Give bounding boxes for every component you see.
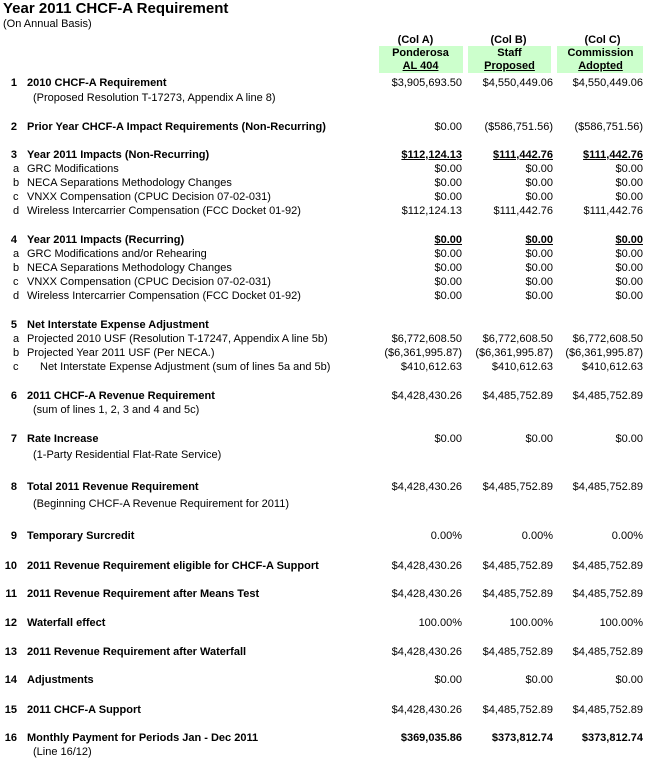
col-b-value: $0.00: [525, 276, 553, 288]
table-row: [0, 448, 651, 462]
line-number: 12: [4, 617, 17, 629]
col-b-tag: (Col B): [490, 34, 527, 46]
table-row: [0, 332, 651, 346]
col-b-value: $0.00: [525, 163, 553, 175]
table-row: [0, 346, 651, 360]
col-a-value: $0.00: [434, 248, 462, 260]
line-label: (Line 16/12): [33, 746, 92, 758]
col-c-value: $373,812.74: [581, 732, 643, 744]
col-b-value: ($6,361,995.87): [475, 347, 553, 359]
table-row: [0, 176, 651, 190]
table-row: [0, 616, 651, 630]
line-letter: b: [13, 177, 20, 189]
col-b-value: $0.00: [525, 191, 553, 203]
line-label: Projected Year 2011 USF (Per NECA.): [27, 347, 215, 359]
line-letter: d: [13, 205, 20, 217]
col-c-value: $111,442.76: [583, 205, 643, 217]
line-number: 4: [10, 234, 17, 246]
col-b-value: $373,812.74: [491, 732, 553, 744]
col-a-value: $0.00: [434, 433, 462, 445]
line-number: 6: [10, 390, 17, 402]
table-row: [0, 120, 651, 134]
line-label: (sum of lines 1, 2, 3 and 4 and 5c): [33, 404, 200, 416]
line-label: Waterfall effect: [27, 617, 106, 629]
col-c-value: $4,485,752.89: [572, 481, 643, 493]
col-c-value: ($586,751.56): [574, 121, 643, 133]
col-b-value: ($586,751.56): [484, 121, 553, 133]
col-c-value: $0.00: [615, 433, 643, 445]
line-letter: c: [13, 276, 19, 288]
col-a-value: $4,428,430.26: [391, 646, 462, 658]
col-b-value: 100.00%: [509, 617, 553, 629]
col-c-value: $4,485,752.89: [572, 390, 643, 402]
line-label: 2011 CHCF-A Revenue Requirement: [27, 390, 215, 402]
line-label: 2011 Revenue Requirement after Waterfall: [27, 646, 247, 658]
line-label: VNXX Compensation (CPUC Decision 07-02-031): [27, 191, 271, 203]
line-number: 8: [10, 481, 17, 493]
line-label: Prior Year CHCF-A Impact Requirements (Non-Recurring): [27, 121, 326, 133]
col-a-value: $369,035.86: [400, 732, 462, 744]
col-a-value: 0.00%: [430, 530, 462, 542]
table-row: [0, 247, 651, 261]
col-c-value: 0.00%: [611, 530, 643, 542]
line-label: VNXX Compensation (CPUC Decision 07-02-031): [27, 276, 271, 288]
line-letter: c: [13, 361, 19, 373]
col-a-sub: AL 404: [402, 60, 439, 72]
line-label: Net Interstate Expense Adjustment (sum of lines 5a and 5b): [40, 361, 331, 373]
line-number: 14: [4, 674, 17, 686]
col-b-value: $4,485,752.89: [482, 646, 553, 658]
col-a-value: $4,428,430.26: [391, 588, 462, 600]
table-row: [0, 91, 651, 105]
line-label: NECA Separations Methodology Changes: [27, 262, 232, 274]
line-label: Adjustments: [27, 674, 94, 686]
col-a-name: Ponderosa: [392, 47, 449, 59]
col-a-value: $6,772,608.50: [391, 333, 462, 345]
col-c-value: $410,612.63: [581, 361, 643, 373]
col-c-value: $0.00: [615, 191, 643, 203]
line-letter: a: [13, 163, 20, 175]
col-c-sub: Adopted: [578, 60, 623, 72]
table-row: [0, 360, 651, 374]
line-label: Year 2011 Impacts (Recurring): [27, 234, 185, 246]
table-row: [0, 289, 651, 303]
line-label: GRC Modifications and/or Rehearing: [27, 248, 207, 260]
line-number: 3: [10, 149, 17, 161]
line-label: 2011 Revenue Requirement eligible for CHCF-A Support: [27, 560, 319, 572]
line-number: 1: [10, 77, 17, 89]
line-label: Year 2011 Impacts (Non-Recurring): [27, 149, 210, 161]
col-a-value: ($6,361,995.87): [384, 347, 462, 359]
line-letter: b: [13, 347, 20, 359]
line-label: (Beginning CHCF-A Revenue Requirement for 2011): [33, 498, 289, 510]
col-a-value: $4,428,430.26: [391, 481, 462, 493]
table-row: [0, 275, 651, 289]
col-a-header: [378, 47, 463, 73]
line-letter: a: [13, 333, 20, 345]
col-c-value: $0.00: [615, 276, 643, 288]
col-b-value: $0.00: [525, 674, 553, 686]
line-number: 15: [4, 704, 17, 716]
col-a-value: 100.00%: [418, 617, 462, 629]
line-label: Net Interstate Expense Adjustment: [27, 319, 209, 331]
col-a-tag: (Col A): [397, 34, 434, 46]
col-a-value: $112,124.13: [401, 149, 462, 161]
line-number: 2: [10, 121, 17, 133]
page-subtitle: (On Annual Basis): [3, 18, 92, 30]
line-label: Temporary Surcredit: [27, 530, 135, 542]
table-row: [0, 204, 651, 218]
col-c-value: $0.00: [615, 262, 643, 274]
col-c-value: $111,442.76: [583, 149, 643, 161]
line-label: (1-Party Residential Flat-Rate Service): [33, 449, 222, 461]
col-b-value: $4,485,752.89: [482, 481, 553, 493]
table-row: [0, 703, 651, 717]
line-number: 11: [5, 588, 17, 600]
table-row: [0, 529, 651, 543]
line-label: Wireless Intercarrier Compensation (FCC Docket 01-92): [27, 290, 301, 302]
table-row: [0, 233, 651, 247]
table-row: [0, 162, 651, 176]
table-row: [0, 261, 651, 275]
col-b-value: $111,442.76: [493, 149, 553, 161]
col-c-tag: (Col C): [584, 34, 621, 46]
col-b-value: $4,550,449.06: [482, 77, 553, 89]
table-row: [0, 497, 651, 511]
col-c-value: $4,485,752.89: [572, 560, 643, 572]
col-c-value: $0.00: [615, 290, 643, 302]
col-c-value: $0.00: [615, 674, 643, 686]
line-letter: a: [13, 248, 20, 260]
col-b-value: $0.00: [525, 262, 553, 274]
table-row: [0, 559, 651, 573]
col-c-value: $0.00: [615, 163, 643, 175]
col-b-value: 0.00%: [521, 530, 553, 542]
col-b-value: $4,485,752.89: [482, 704, 553, 716]
table-row: [0, 318, 651, 332]
line-label: Projected 2010 USF (Resolution T-17247, Appendix A line 5b): [27, 333, 328, 345]
col-a-value: $4,428,430.26: [391, 560, 462, 572]
col-c-value: ($6,361,995.87): [565, 347, 643, 359]
col-a-value: $0.00: [434, 276, 462, 288]
table-row: [0, 673, 651, 687]
line-label: Total 2011 Revenue Requirement: [27, 481, 199, 493]
col-c-header: [558, 47, 643, 73]
line-label: GRC Modifications: [27, 163, 119, 175]
table-row: [0, 190, 651, 204]
col-b-name: Staff: [497, 47, 522, 59]
col-a-value: $0.00: [434, 163, 462, 175]
line-number: 5: [10, 319, 17, 331]
table-row: [0, 148, 651, 162]
col-b-value: $4,485,752.89: [482, 588, 553, 600]
table-row: [0, 432, 651, 446]
col-a-value: $0.00: [434, 177, 462, 189]
col-a-value: $112,124.13: [401, 205, 462, 217]
line-label: NECA Separations Methodology Changes: [27, 177, 232, 189]
col-c-value: $4,485,752.89: [572, 646, 643, 658]
line-label: (Proposed Resolution T-17273, Appendix A line 8): [33, 92, 276, 104]
col-c-value: $0.00: [615, 234, 643, 246]
col-b-value: $6,772,608.50: [482, 333, 553, 345]
line-number: 16: [4, 732, 17, 744]
col-c-value: 100.00%: [599, 617, 643, 629]
col-a-value: $0.00: [434, 262, 462, 274]
col-a-value: $0.00: [434, 674, 462, 686]
col-a-value: $0.00: [434, 234, 462, 246]
line-number: 13: [4, 646, 17, 658]
col-c-name: Commission: [567, 47, 634, 59]
col-b-value: $410,612.63: [491, 361, 553, 373]
col-b-value: $0.00: [525, 177, 553, 189]
line-label: 2011 CHCF-A Support: [27, 704, 141, 716]
line-number: 10: [4, 560, 17, 572]
col-a-value: $4,428,430.26: [391, 704, 462, 716]
col-b-value: $0.00: [525, 248, 553, 260]
table-row: [0, 76, 651, 90]
col-b-value: $111,442.76: [493, 205, 553, 217]
col-a-value: $410,612.63: [400, 361, 462, 373]
line-label: 2010 CHCF-A Requirement: [27, 77, 167, 89]
line-label: Rate Increase: [27, 433, 99, 445]
col-a-value: $0.00: [434, 290, 462, 302]
col-c-value: $4,485,752.89: [572, 588, 643, 600]
line-letter: b: [13, 262, 20, 274]
col-b-value: $4,485,752.89: [482, 390, 553, 402]
line-label: Monthly Payment for Periods Jan - Dec 2011: [27, 732, 259, 744]
table-row: [0, 731, 651, 745]
col-a-value: $0.00: [434, 191, 462, 203]
table-row: [0, 587, 651, 601]
line-number: 9: [10, 530, 17, 542]
line-label: Wireless Intercarrier Compensation (FCC Docket 01-92): [27, 205, 301, 217]
col-b-value: $0.00: [525, 290, 553, 302]
table-row: [0, 389, 651, 403]
table-row: [0, 480, 651, 494]
line-letter: c: [13, 191, 19, 203]
col-b-value: $4,485,752.89: [482, 560, 553, 572]
col-a-value: $0.00: [434, 121, 462, 133]
col-b-sub: Proposed: [484, 60, 535, 72]
table-row: [0, 745, 651, 759]
table-row: [0, 645, 651, 659]
table-row: [0, 403, 651, 417]
col-c-value: $4,550,449.06: [572, 77, 643, 89]
col-b-value: $0.00: [525, 433, 553, 445]
col-c-value: $6,772,608.50: [572, 333, 643, 345]
line-number: 7: [10, 433, 17, 445]
line-label: 2011 Revenue Requirement after Means Test: [27, 588, 260, 600]
col-a-value: $4,428,430.26: [391, 390, 462, 402]
col-c-value: $0.00: [615, 248, 643, 260]
line-letter: d: [13, 290, 20, 302]
col-b-header: [467, 47, 552, 73]
col-a-value: $3,905,693.50: [391, 77, 462, 89]
col-b-value: $0.00: [525, 234, 553, 246]
page-title: Year 2011 CHCF-A Requirement: [3, 0, 229, 17]
col-c-value: $4,485,752.89: [572, 704, 643, 716]
col-c-value: $0.00: [615, 177, 643, 189]
